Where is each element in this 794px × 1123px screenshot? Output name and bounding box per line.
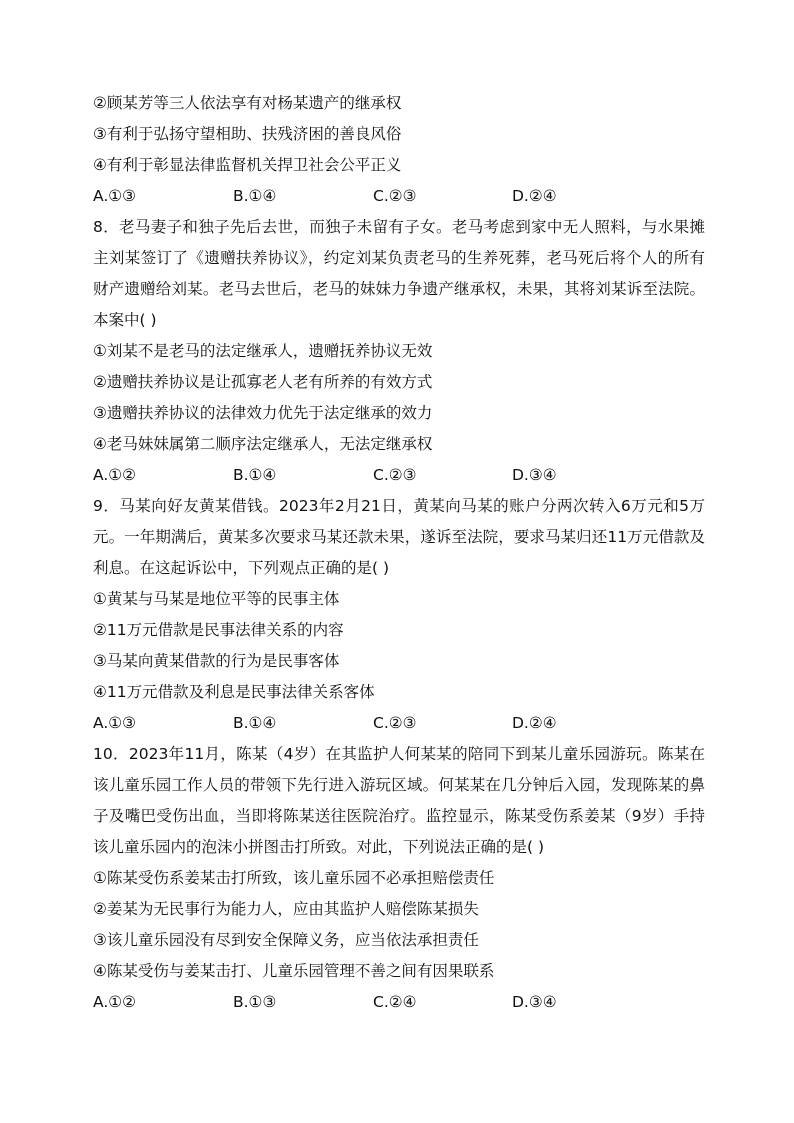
statement: ④11万元借款及利息是民事法律关系客体 [93,683,375,701]
question-stem: 8．老马妻子和独子先后去世，而独子未留有子女。老马考虑到家中无人照料，与水果摊主刘某签订了《遗赠扶养协议》，约定刘某负责老马的生养死葬，老马死后将个人的所有财产遗赠给刘某。老马去世后，老马的妹妹力争遗产继承权，未果，其将刘某诉至法院。本案中( ) [93,218,705,329]
option-c: C.②④ [373,993,417,1011]
option-c: C.②③ [373,714,417,732]
statement: ③有利于弘扬守望相助、扶残济困的善良风俗 [93,125,402,143]
statement: ①陈某受伤系姜某击打所致，该儿童乐园不必承担赔偿责任 [93,869,495,887]
option-d: D.③④ [512,466,557,484]
question-7 [93,88,705,212]
option-a: A.①③ [93,187,137,205]
option-d: D.③④ [512,993,557,1011]
option-c: C.②③ [373,466,417,484]
option-a: A.①② [93,993,137,1011]
option-b: B.①④ [233,466,277,484]
answer-options [93,181,705,212]
statement: ②顾某芳等三人依法享有对杨某遗产的继承权 [93,94,402,112]
question-8 [93,212,705,491]
option-b: B.①④ [233,187,277,205]
statement: ④陈某受伤与姜某击打、儿童乐园管理不善之间有因果联系 [93,962,495,980]
exam-page [93,88,705,1018]
option-a: A.①② [93,466,137,484]
question-9 [93,491,705,739]
statement: ③遗赠扶养协议的法律效力优先于法定继承的效力 [93,404,433,422]
option-c: C.②③ [373,187,417,205]
option-d: D.②④ [512,187,557,205]
statement: ④有利于彰显法律监督机关捍卫社会公平正义 [93,156,402,174]
statement: ②11万元借款是民事法律关系的内容 [93,621,344,639]
option-d: D.②④ [512,714,557,732]
statement: ②遗赠扶养协议是让孤寡老人老有所养的有效方式 [93,373,433,391]
statement: ③马某向黄某借款的行为是民事客体 [93,652,340,670]
option-b: B.①④ [233,714,277,732]
option-b: B.①③ [233,993,277,1011]
statement: ④老马妹妹属第二顺序法定继承人，无法定继承权 [93,435,433,453]
option-a: A.①③ [93,714,137,732]
question-stem: 9．马某向好友黄某借钱。2023年2月21日，黄某向马某的账户分两次转入6万元和5万元。一年期满后，黄某多次要求马某还款未果，遂诉至法院，要求马某归还11万元借款及利息。在这起诉讼中，下列观点正确的是( ) [93,497,705,577]
statement: ①黄某与马某是地位平等的民事主体 [93,590,340,608]
answer-options [93,460,705,491]
statement: ②姜某为无民事行为能力人，应由其监护人赔偿陈某损失 [93,900,479,918]
statement: ③该儿童乐园没有尽到安全保障义务，应当依法承担责任 [93,931,479,949]
statement: ①刘某不是老马的法定继承人，遗赠抚养协议无效 [93,342,433,360]
question-10 [93,739,705,1018]
answer-options [93,987,705,1018]
answer-options [93,708,705,739]
question-stem: 10．2023年11月，陈某（4岁）在其监护人何某某的陪同下到某儿童乐园游玩。陈某在该儿童乐园工作人员的带领下先行进入游玩区域。何某某在几分钟后入园，发现陈某的鼻子及嘴巴受伤出血，当即将陈某送往医院治疗。监控显示，陈某受伤系姜某（9岁）手持该儿童乐园内的泡沫小拼图击打所致。对此，下列说法正确的是( ) [93,745,705,856]
